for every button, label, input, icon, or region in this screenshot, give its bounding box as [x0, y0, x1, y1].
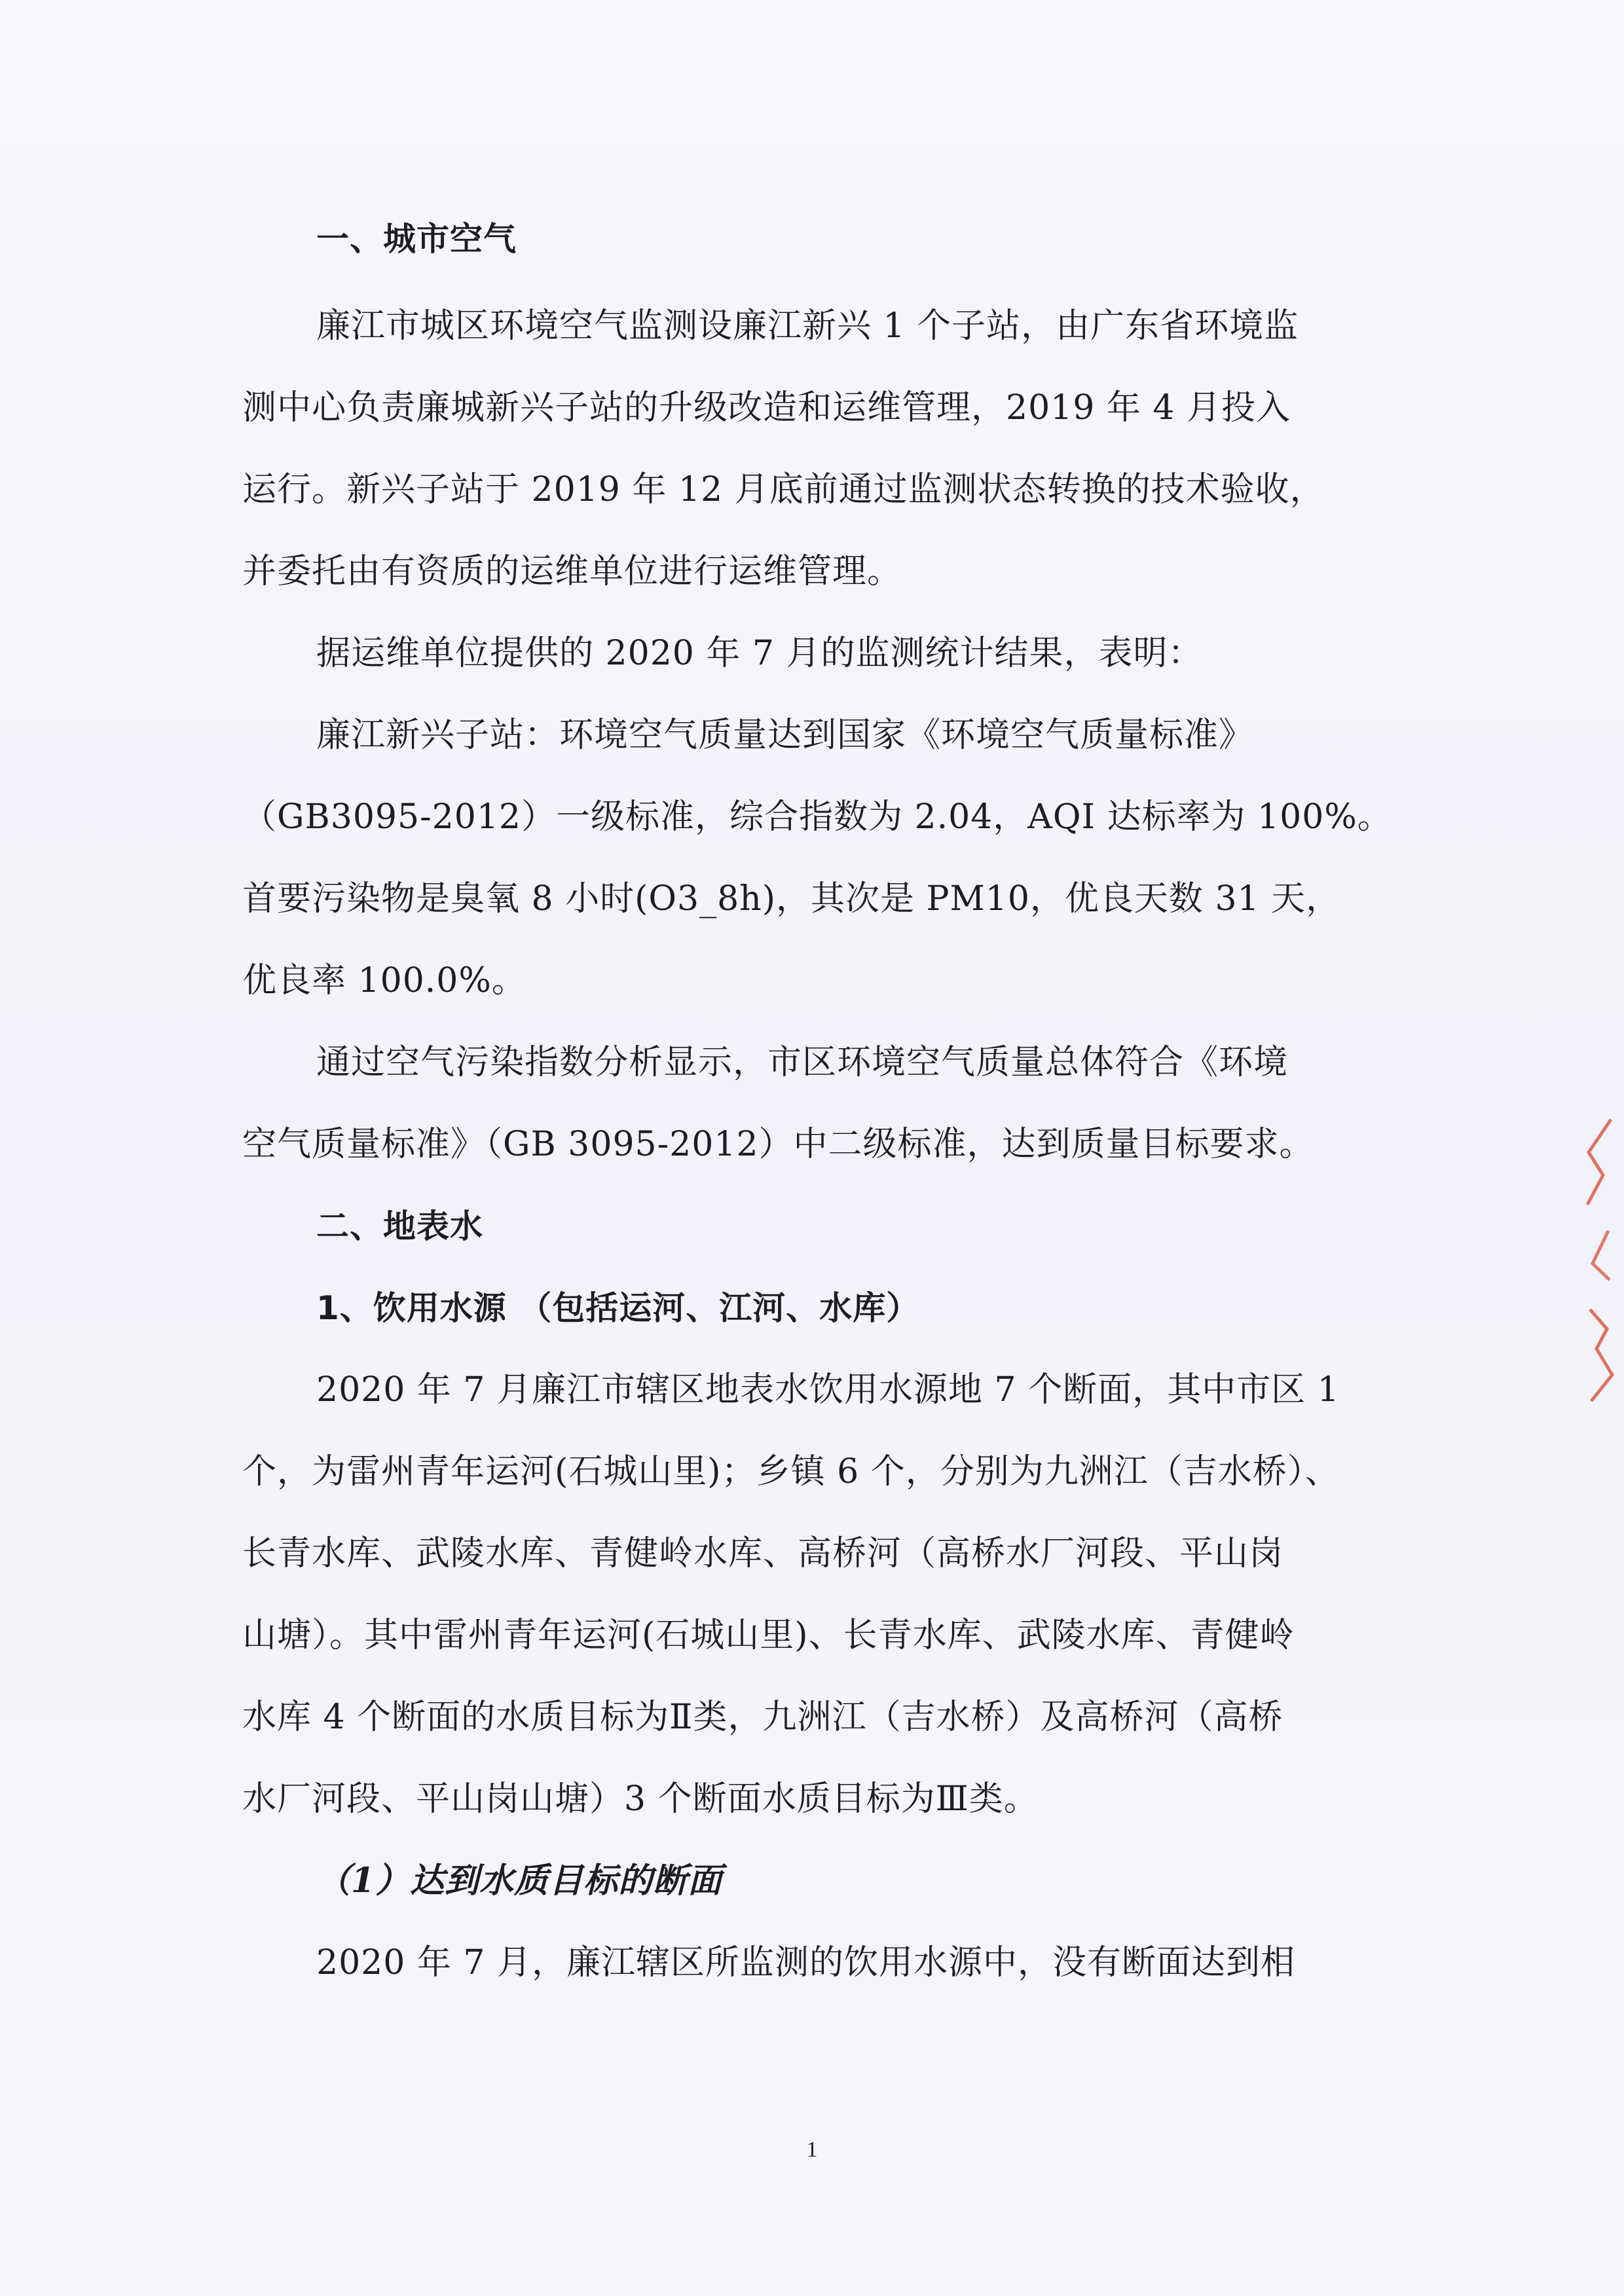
paragraph-line: 廉江市城区环境空气监测设廉江新兴 1 个子站，由广东省环境监: [316, 306, 1299, 346]
paragraph-line: 2020 年 7 月，廉江辖区所监测的饮用水源中，没有断面达到相: [316, 1943, 1296, 1982]
paragraph-line: （GB3095-2012）一级标准，综合指数为 2.04，AQI 达标率为 100%。: [242, 797, 1392, 837]
paragraph-line: 长青水库、武陵水库、青健岭水库、高桥河（高桥水厂河段、平山岗: [242, 1534, 1284, 1573]
subsection-heading-drinking-water: 1、饮用水源 （包括运河、江河、水库）: [316, 1289, 920, 1327]
paragraph-line: 2020 年 7 月廉江市辖区地表水饮用水源地 7 个断面，其中市区 1: [316, 1370, 1340, 1410]
paragraph-line: 山塘）。其中雷州青年运河(石城山里)、长青水库、武陵水库、青健岭: [242, 1616, 1295, 1655]
paragraph-line: 运行。新兴子站于 2019 年 12 月底前通过监测状态转换的技术验收，: [242, 470, 1325, 509]
paragraph-line: 空气质量标准》（GB 3095-2012）中二级标准，达到质量目标要求。: [242, 1125, 1314, 1164]
paragraph-line: 据运维单位提供的 2020 年 7 月的监测统计结果，表明：: [316, 634, 1203, 673]
seal-stamp-edge: [1583, 1113, 1616, 1414]
section-heading-surface-water: 二、地表水: [316, 1207, 483, 1245]
paragraph-line: 测中心负责廉城新兴子站的升级改造和运维管理，2019 年 4 月投入: [242, 388, 1291, 428]
paragraph-line: 首要污染物是臭氧 8 小时(O3_8h)，其次是 PM10，优良天数 31 天，: [242, 879, 1341, 919]
paragraph-line: 水厂河段、平山岗山塘）3 个断面水质目标为Ⅲ类。: [242, 1779, 1039, 1819]
paragraph-line: 并委托由有资质的运维单位进行运维管理。: [242, 552, 902, 591]
paragraph-line: 廉江新兴子站：环境空气质量达到国家《环境空气质量标准》: [316, 716, 1254, 755]
paragraph-line: 个，为雷州青年运河(石城山里)；乡镇 6 个，分别为九洲江（吉水桥）、: [242, 1452, 1340, 1491]
paragraph-line: 水库 4 个断面的水质目标为Ⅱ类，九洲江（吉水桥）及高桥河（高桥: [242, 1698, 1283, 1737]
page-number: 1: [806, 2138, 818, 2162]
paragraph-line: 优良率 100.0%。: [242, 961, 526, 1000]
subsection-heading-compliant-sections: （1）达到水质目标的断面: [316, 1861, 723, 1901]
paragraph-line: 通过空气污染指数分析显示，市区环境空气质量总体符合《环境: [316, 1043, 1289, 1082]
section-heading-urban-air: 一、城市空气: [316, 220, 517, 258]
